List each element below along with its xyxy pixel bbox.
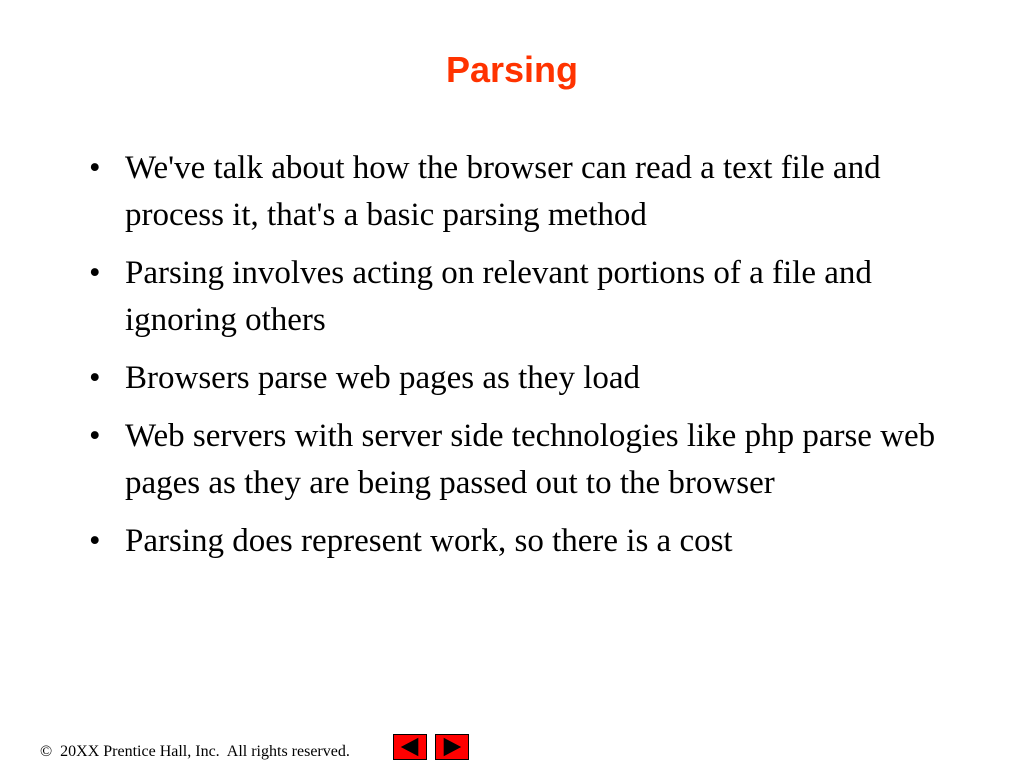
list-item [83,518,953,565]
page-title: Parsing [445,49,579,90]
list-item [83,413,953,507]
previous-slide-button[interactable] [393,734,427,760]
bullet-text: Web servers with server side technologies like php parse web pages as they are being passed out to the browser [125,418,936,501]
bullet-icon: • [89,255,101,291]
bullet-text: Parsing involves acting on relevant portions of a file and ignoring others [125,255,872,338]
list-item [83,145,953,239]
bullet-text: We've talk about how the browser can read a text file and process it, that's a basic parsing method [125,150,881,233]
bullet-icon: • [89,418,101,454]
next-slide-button[interactable] [435,734,469,760]
copyright-notice: © 20XX Prentice Hall, Inc. All rights reserved. [40,743,350,760]
left-arrow-icon [394,735,426,759]
bullet-icon: • [89,150,101,186]
list-item [83,355,953,402]
bullet-list [83,145,953,576]
right-arrow-icon [436,735,468,759]
bullet-icon: • [89,523,101,559]
bullet-text: Parsing does represent work, so there is a cost [125,523,733,559]
bullet-text: Browsers parse web pages as they load [125,360,641,396]
bullet-icon: • [89,360,101,396]
list-item [83,250,953,344]
